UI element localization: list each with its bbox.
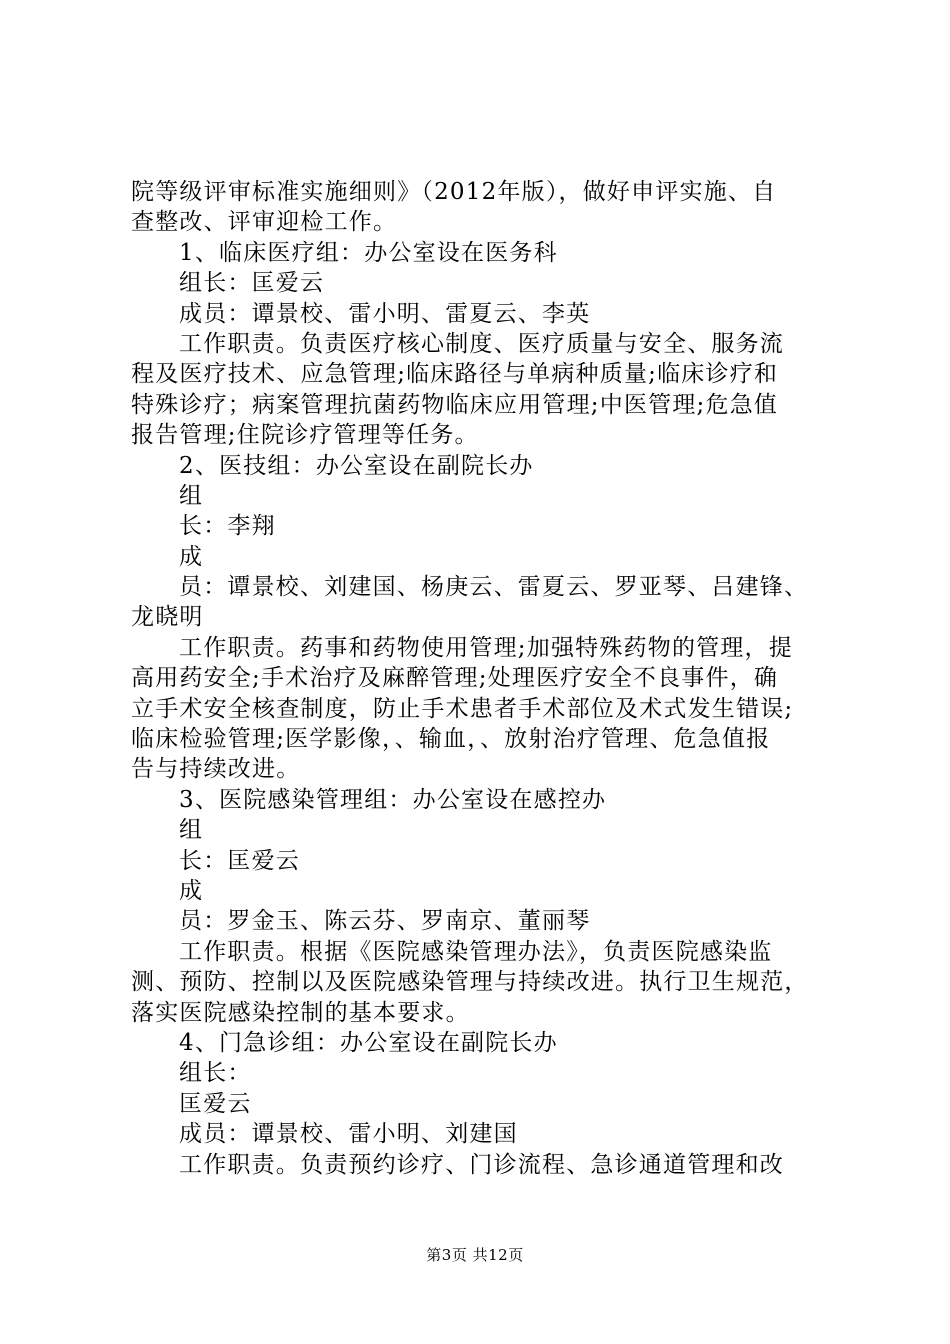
text-line: 龙晓明 <box>131 604 204 631</box>
page-footer: 第3页 共12页 <box>426 1246 524 1264</box>
section-heading-emergency: 4、门急诊组：办公室设在副院长办 <box>179 1029 558 1056</box>
group-leader: 长：李翔 <box>179 513 276 540</box>
duties-paragraph: 工作职责。负责预约诊疗、门诊流程、急诊通道管理和改 <box>179 1151 784 1178</box>
group-members: 成员：谭景校、雷小明、雷夏云、李英 <box>179 300 591 327</box>
group-members: 员：谭景校、刘建国、杨庚云、雷夏云、罗亚琴、吕建锋、 <box>179 574 809 601</box>
text-line: 成 <box>179 543 204 570</box>
text-line: 组 <box>179 482 204 509</box>
text-line: 院等级评审标准实施细则》（2012年版），做好申评实施、自 <box>131 179 777 205</box>
group-members: 成员：谭景校、雷小明、刘建国 <box>179 1121 518 1148</box>
section-heading-medtech: 2、医技组：办公室设在副院长办 <box>179 452 534 479</box>
text-line: 查整改、评审迎检工作。 <box>131 209 398 236</box>
text-line: 特殊诊疗；病案管理抗菌药物临床应用管理;中医管理;危急值 <box>131 391 779 418</box>
duties-paragraph: 工作职责。药事和药物使用管理;加强特殊药物的管理，提 <box>179 634 793 661</box>
text-line: 立手术安全核查制度，防止手术患者手术部位及术式发生错误; <box>131 695 794 722</box>
group-leader-label: 组长： <box>179 1060 252 1087</box>
text-line: 高用药安全;手术治疗及麻醉管理;处理医疗安全不良事件，确 <box>131 665 779 692</box>
text-line: 程及医疗技术、应急管理;临床路径与单病种质量;临床诊疗和 <box>131 361 779 388</box>
text-line: 报告管理;住院诊疗管理等任务。 <box>131 422 479 449</box>
group-leader: 组长：匡爱云 <box>179 270 325 297</box>
duties-paragraph: 工作职责。根据《医院感染管理办法》，负责医院感染监 <box>179 938 773 965</box>
section-heading-infection: 3、医院感染管理组：办公室设在感控办 <box>179 786 607 813</box>
section-heading-clinical: 1、临床医疗组：办公室设在医务科 <box>179 239 558 266</box>
group-members: 员：罗金玉、陈云芬、罗南京、董丽琴 <box>179 908 591 935</box>
group-leader: 匡爱云 <box>179 1090 252 1117</box>
group-leader: 长：匡爱云 <box>179 847 300 874</box>
duties-paragraph: 工作职责。负责医疗核心制度、医疗质量与安全、服务流 <box>179 330 784 357</box>
text-line: 告与持续改进。 <box>131 756 301 783</box>
text-line: 成 <box>179 877 204 904</box>
text-line: 落实医院感染控制的基本要求。 <box>131 999 470 1026</box>
document-body <box>131 177 831 1180</box>
text-line: 测、预防、控制以及医院感染管理与持续改进。执行卫生规范， <box>131 969 809 996</box>
text-line: 临床检验管理;医学影像，、输血，、放射治疗管理、危急值报 <box>131 726 771 753</box>
text-line: 组 <box>179 817 204 844</box>
